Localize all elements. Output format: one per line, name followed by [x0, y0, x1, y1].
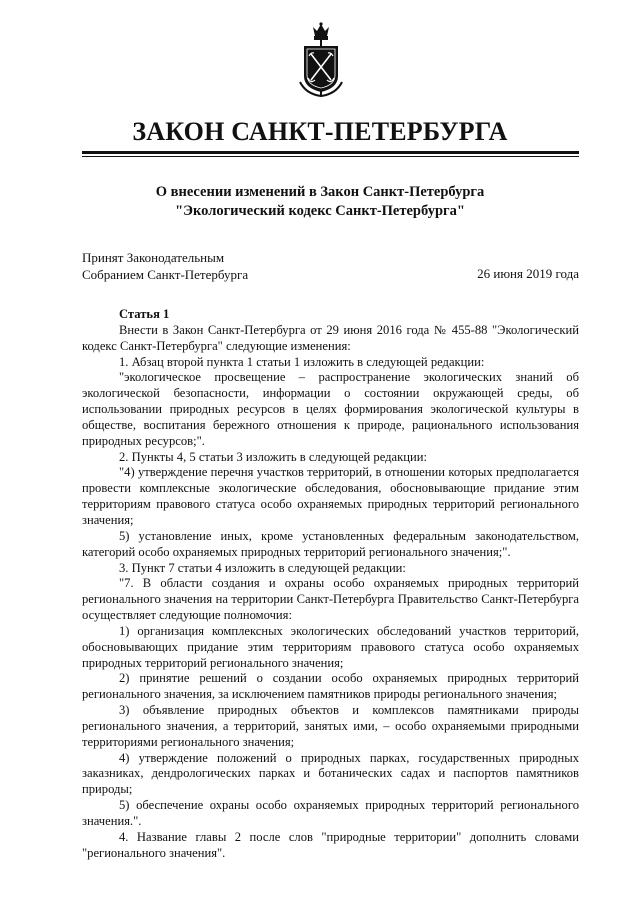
article-paragraph: 3) объявление природных объектов и комплексов памятниками природы регионального значения, а территорий, занятых ими, – особо охраняемыми природными территориями регионального значения;	[82, 703, 579, 749]
subtitle-line: О внесении изменений в Закон Санкт-Петербурга	[155, 184, 485, 200]
coat-of-arms-icon	[296, 22, 346, 98]
article-paragraph: 5) установление иных, кроме установленных федеральным законодательством, категорий особо охраняемых природных территорий регионального значения;".	[82, 528, 579, 559]
document-title: ЗАКОН САНКТ-ПЕТЕРБУРГА	[132, 117, 508, 146]
article-paragraph: 1. Абзац второй пункта 1 статьи 1 изложить в следующей редакции:	[119, 354, 485, 369]
adoption-line: Собранием Санкт-Петербурга	[82, 266, 249, 282]
article-paragraph: 2) принятие решений о создании особо охраняемых природных территорий регионального значения, за исключением памятников природы регионального значения;	[82, 671, 579, 702]
article-paragraph: 5) обеспечение охраны особо охраняемых природных территорий регионального значения.".	[82, 798, 579, 828]
article-paragraph: "7. В области создания и охраны особо охраняемых природных территорий регионального значения на территории Санкт-Петербурга Правительство Санкт-Петербурга осуществляет следующие полномочия:	[82, 576, 579, 623]
document-subtitle	[0, 183, 640, 220]
article-paragraph: 4) утверждение положений о природных парках, государственных природных заказниках, дендрологических парках и ботанических садах и паспортов памятников природы;	[82, 750, 579, 797]
title-rule-thick	[82, 151, 579, 154]
subtitle-line: "Экологический кодекс Санкт-Петербурга"	[175, 202, 465, 219]
adoption-line: Принят Законодательным	[82, 250, 225, 265]
adoption-note	[82, 250, 248, 283]
article-paragraph: Внести в Закон Санкт-Петербурга от 29 июня 2016 года № 455-88 "Экологический кодекс Санкт-Петербурга" следующие изменения:	[82, 322, 579, 353]
article-paragraph: 2. Пункты 4, 5 статьи 3 изложить в следующей редакции:	[119, 449, 427, 464]
article-paragraph: "4) утверждение перечня участков территорий, в отношении которых предполагается провести комплексные экологические обследования, обосновывающие придание этим территориям правового статуса особо охраняемых природных территорий регионального значения;	[82, 465, 579, 527]
article-paragraph: 4. Название главы 2 после слов "природные территории" дополнить словами "регионального значения".	[82, 829, 579, 860]
article-paragraph: 1) организация комплексных экологических обследований участков территорий, обосновывающих придание этим территориям правового статуса особо охраняемых природных территорий регионального значения;	[82, 623, 579, 670]
article-heading: Статья 1	[119, 307, 170, 321]
article-paragraph: "экологическое просвещение – распространение экологических знаний об экологической безопасности, информации о состоянии окружающей среды, об использовании природных ресурсов в целях формирования экологической культуры в обществе, воспитания бережного отношения к природе, рационального использования природных ресурсов;".	[82, 370, 579, 448]
article-1	[82, 307, 579, 862]
article-paragraph: 3. Пункт 7 статьи 4 изложить в следующей редакции:	[119, 560, 406, 575]
title-rule-thin	[82, 156, 579, 157]
adoption-date: 26 июня 2019 года	[477, 266, 579, 281]
